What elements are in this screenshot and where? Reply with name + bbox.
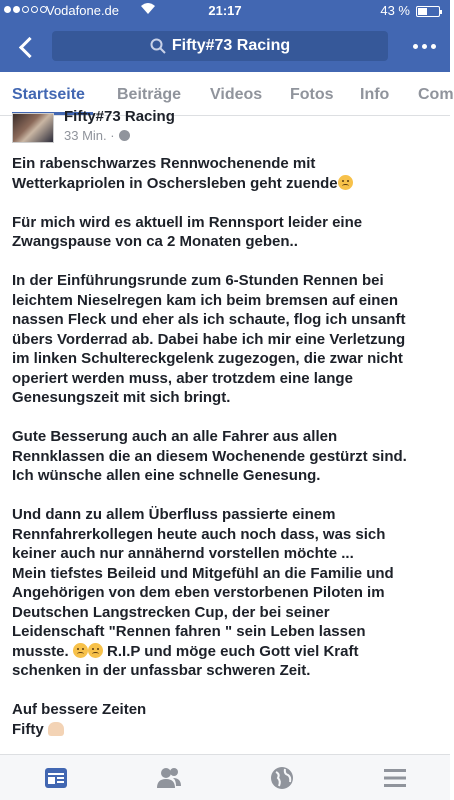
- tab-videos[interactable]: Videos: [210, 86, 263, 103]
- praying-hands-icon: [48, 722, 64, 736]
- sad-face-icon: [73, 643, 88, 658]
- news-feed-icon[interactable]: [43, 765, 69, 791]
- public-globe-icon: [119, 130, 130, 141]
- tab-info[interactable]: Info: [360, 86, 390, 103]
- post-paragraph: Für mich wird es aktuell im Rennsport leider eine Zwangspause von ca 2 Monaten geben..: [12, 213, 363, 250]
- search-icon: [150, 38, 166, 54]
- battery-icon: [416, 6, 440, 17]
- status-bar: [0, 0, 450, 22]
- bottom-navigation: [0, 754, 450, 800]
- tab-startseite[interactable]: Startseite: [12, 86, 85, 103]
- tab-fotos[interactable]: Fotos: [290, 86, 334, 103]
- post-paragraph: Und dann zu allem Überfluss passierte einem Rennfahrerkollegen heute auch noch dass, was sich keiner auch nur annähernd vorstellen möchte ... Mein tiefstes Beileid und Mitgefühl an die Familie und Angehörigen von dem eben verstorbenen Piloten im Deutschen Langstrecken Cup, der bei seiner Leidenschaft "Rennen fahren " sein Leben lassen musste. R.I.P und möge euch Gott viel Kraft schenken in der unfassbar schweren Zeit.: [12, 506, 394, 679]
- post-body: [12, 154, 442, 759]
- carrier-label: Vodafone.de: [46, 3, 120, 18]
- post-paragraph: Auf bessere Zeiten Fifty: [12, 701, 147, 738]
- top-bar: [0, 0, 450, 72]
- menu-icon[interactable]: [382, 765, 408, 791]
- post-paragraph: In der Einführungsrunde zum 6-Stunden Rennen bei leichtem Nieselregen kam ich beim bremsen auf einen nassen Fleck und eher als ich schaute, flog ich unsanft übers Vorderrad ab. Dabei habe ich mir eine Verletzung im linken Schultereckgelenk zugezogen, die zwar nicht operiert werden muss, aber trotzdem eine lange Genesungszeit mit sich bringt.: [12, 272, 406, 406]
- status-time: 21:17: [208, 3, 242, 18]
- tab-beitraege[interactable]: Beiträge: [117, 86, 182, 103]
- more-dots-icon[interactable]: [413, 44, 436, 49]
- search-title: Fifty#73 Racing: [171, 37, 291, 54]
- back-button[interactable]: [14, 34, 38, 60]
- sad-face-icon: [88, 643, 103, 658]
- post-meta: [64, 128, 130, 143]
- avatar[interactable]: [12, 113, 54, 143]
- post-header: [0, 108, 450, 151]
- globe-icon[interactable]: [269, 765, 295, 791]
- tab-community[interactable]: Com: [418, 86, 454, 103]
- post-paragraph: Gute Besserung auch an alle Fahrer aus allen Rennklassen die an diesem Wochenende gestürzt sind. Ich wünsche allen eine schnelle Genesung.: [12, 428, 407, 484]
- sad-face-icon: [338, 175, 353, 190]
- friends-icon[interactable]: [156, 765, 182, 791]
- post-time[interactable]: 33 Min. ·: [64, 128, 115, 143]
- search-bar[interactable]: [52, 31, 388, 61]
- post-paragraph: Ein rabenschwarzes Rennwochenende mit Wetterkapriolen in Oschersleben geht zuende: [12, 154, 442, 193]
- post-author[interactable]: Fifty#73 Racing: [64, 108, 175, 125]
- battery-percent: 43 %: [380, 3, 410, 18]
